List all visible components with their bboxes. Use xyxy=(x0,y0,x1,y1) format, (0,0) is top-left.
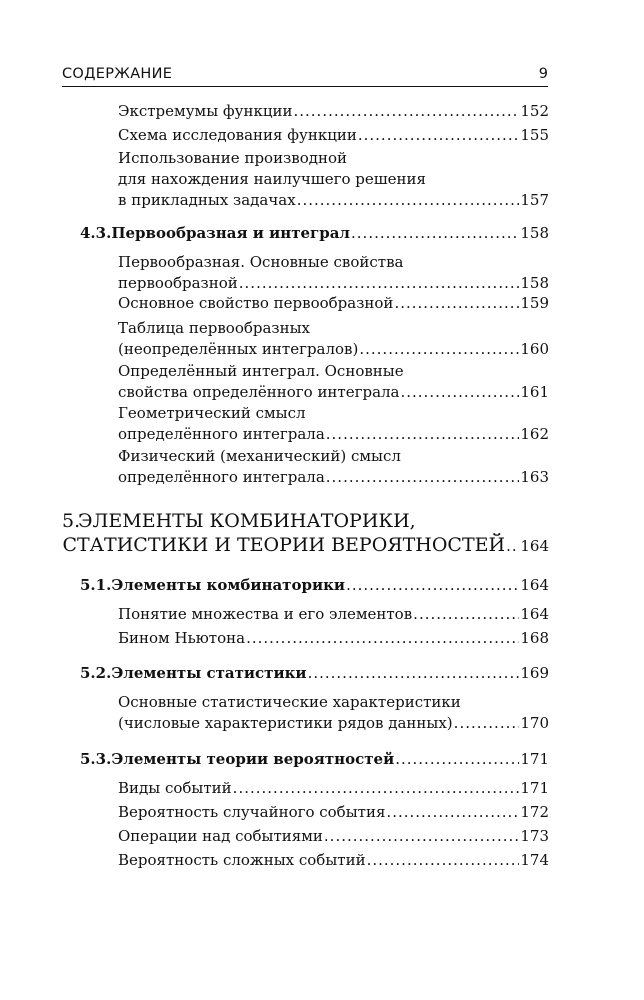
toc-section-4-3[interactable]: 4.3. Первообразная и интеграл ..... 158 xyxy=(80,223,549,244)
header-page-number: 9 xyxy=(538,66,548,82)
toc-section-5-3[interactable]: 5.3. Элементы теории вероятностей ..... 171 xyxy=(80,749,549,770)
toc-entry[interactable]: Виды событий ..... 171 xyxy=(118,778,549,799)
toc-entry[interactable]: Первообразная. Основные свойства первообразной ..... 158 xyxy=(118,252,549,294)
toc-chapter-5[interactable]: 5.ЭЛЕМЕНТЫ КОМБИНАТОРИКИ, СТАТИСТИКИ И ТЕОРИИ ВЕРОЯТНОСТЕЙ ..... 164 xyxy=(62,508,549,560)
toc-entry[interactable]: Вероятность сложных событий ..... 174 xyxy=(118,850,549,871)
toc-entry[interactable]: Таблица первообразных (неопределённых интегралов) ..... 160 xyxy=(118,318,549,360)
header-title: СОДЕРЖАНИЕ xyxy=(62,66,173,82)
toc-entry[interactable]: Схема исследования функции ..... 155 xyxy=(118,125,549,146)
toc-section-5-1[interactable]: 5.1. Элементы комбинаторики ..... 164 xyxy=(80,575,549,596)
toc-entry[interactable]: Физический (механический) смысл определённого интеграла ..... 163 xyxy=(118,446,549,488)
toc-entry[interactable]: Бином Ньютона ..... 168 xyxy=(118,628,549,649)
toc-entry[interactable]: Основное свойство первообразной ..... 159 xyxy=(118,293,549,314)
toc-entry[interactable]: Понятие множества и его элементов ..... 164 xyxy=(118,604,549,625)
toc-entry[interactable]: Использование производной для нахождения наилучшего решения в прикладных задачах ..... 157 xyxy=(118,148,549,211)
toc-entry[interactable]: Вероятность случайного события ..... 172 xyxy=(118,802,549,823)
toc-entry[interactable]: Геометрический смысл определённого интеграла ..... 162 xyxy=(118,403,549,445)
toc-section-5-2[interactable]: 5.2. Элементы статистики ..... 169 xyxy=(80,663,549,684)
toc-entry[interactable]: Операции над событиями ..... 173 xyxy=(118,826,549,847)
toc-entry[interactable]: Экстремумы функции ..... 152 xyxy=(118,101,549,122)
toc-entry[interactable]: Определённый интеграл. Основные свойства определённого интеграла ..... 161 xyxy=(118,361,549,403)
toc-entry[interactable]: Основные статистические характеристики (числовые характеристики рядов данных) ..... 170 xyxy=(118,692,549,734)
